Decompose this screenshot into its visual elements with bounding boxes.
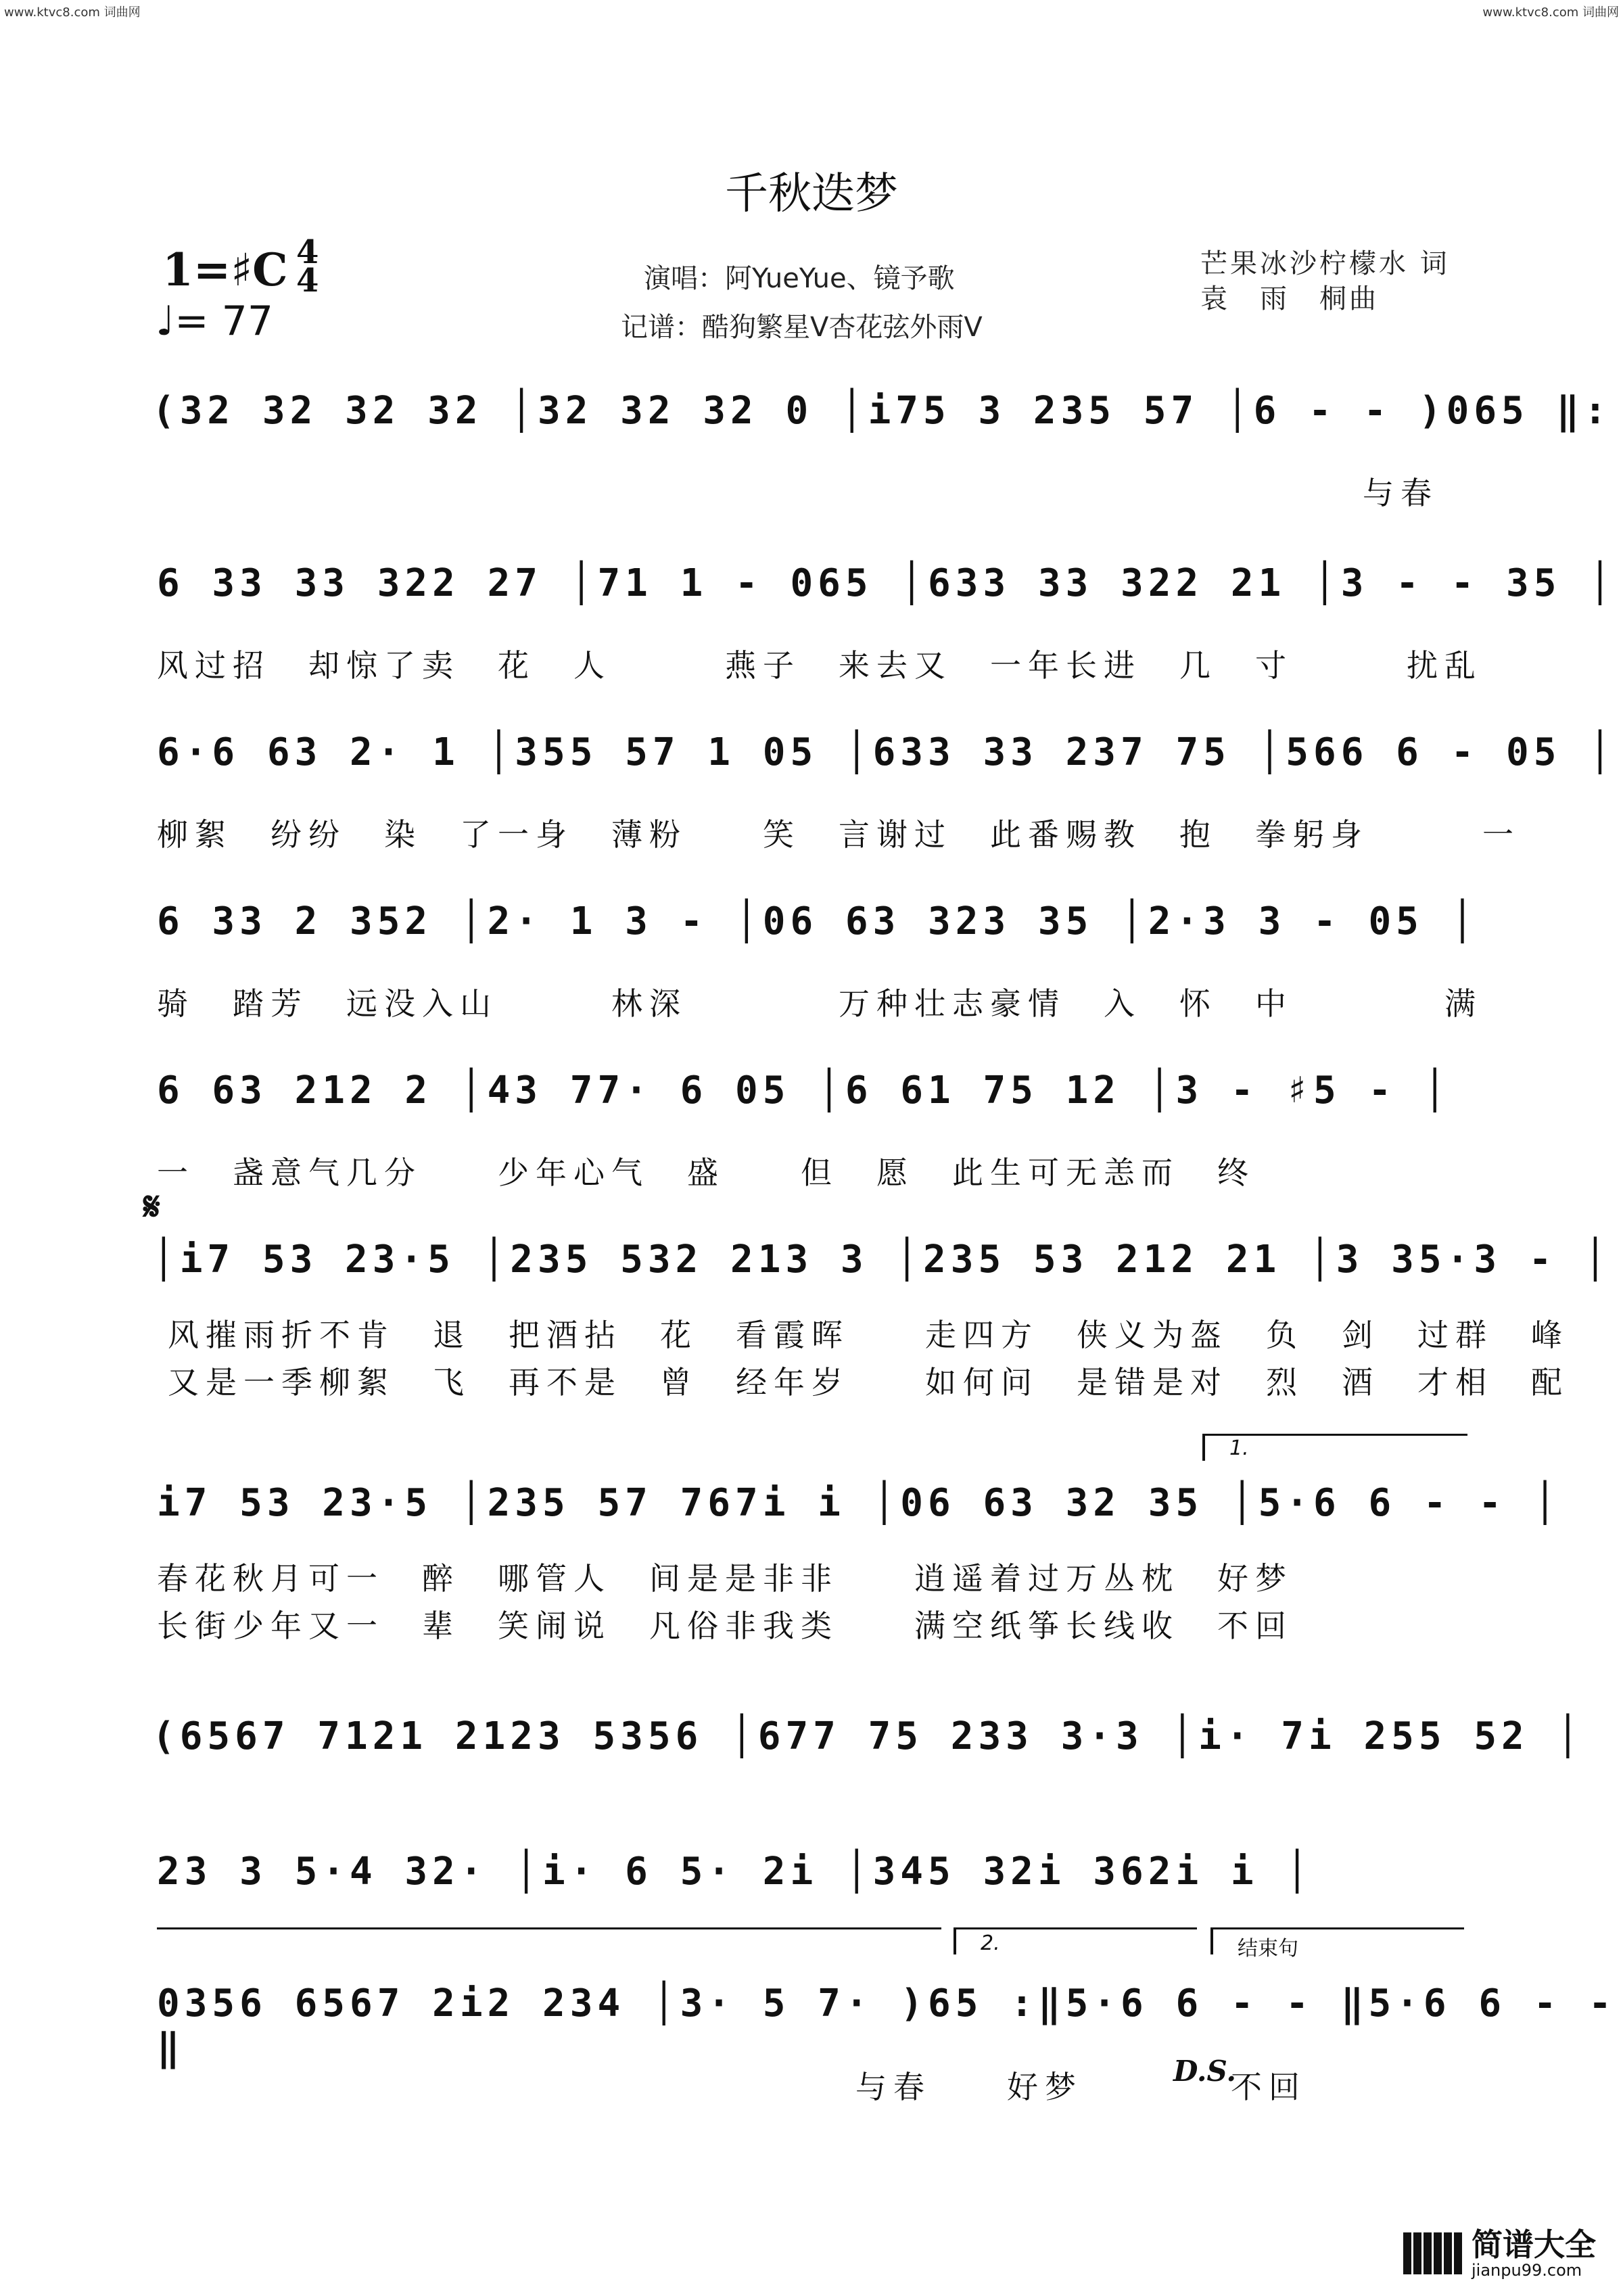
volta-2-label: 2. xyxy=(981,1931,1000,1955)
site-logo xyxy=(1403,2228,1596,2279)
tempo: ♩= 77 xyxy=(156,298,273,345)
notes: i7 53 23·5 │235 57 767i i │06 63 32 35 │5·6 6 - - │ xyxy=(157,1481,1561,1525)
notes: 0356 6567 2i2 234 │3· 5 7· )65 :‖5·6 6 - - ‖5·6 6 - - ‖ xyxy=(157,1982,1616,2069)
piano-icon xyxy=(1403,2232,1462,2274)
notes: 23 3 5·4 32· │i· 6 5· 2i │345 32i 362i i │ xyxy=(157,1850,1314,1894)
lyric-tail: 与春 xyxy=(1363,475,1438,511)
lyric-verse-1: 风摧雨折不肯 退 把酒拈 花 看霞晖 走四方 侠义为盔 负 剑 过群 峰 xyxy=(168,1317,1569,1353)
ending-hook xyxy=(1210,1927,1213,1954)
ending-label: 结束句 xyxy=(1238,1937,1298,1961)
repeat-bracket xyxy=(157,1927,941,1929)
volta-1-label: 1. xyxy=(1229,1436,1249,1460)
notes: (6567 7121 2123 5356 │677 75 233 3·3 │i· 7i 255 52 │ xyxy=(152,1714,1584,1758)
lyric: 与春 好梦 xyxy=(855,2069,1083,2105)
volta-1-bracket xyxy=(1202,1434,1467,1436)
notes: 6 33 2 352 │2· 1 3 - │06 63 323 35 │2·3 3 - 05 │ xyxy=(157,899,1479,943)
ds-marker: D.S. xyxy=(1173,2055,1237,2088)
time-signature xyxy=(296,233,319,300)
segno-sign: 𝄋 xyxy=(143,1184,160,1229)
volta-2-bracket xyxy=(954,1927,1197,1929)
notes: │i7 53 23·5 │235 532 213 3 │235 53 212 21 │3 35·3 - │ xyxy=(152,1238,1612,1282)
site-header-left: www.ktvc8.com 词曲网 xyxy=(4,5,141,20)
lyric-verse-1: 春花秋月可一 醉 哪管人 间是是非非 逍遥着过万丛枕 好梦 xyxy=(157,1560,1293,1597)
volta-2-hook xyxy=(954,1927,956,1954)
ending-bracket xyxy=(1210,1927,1464,1929)
site-header-right: www.ktvc8.com 词曲网 xyxy=(1482,5,1619,20)
time-bottom: 4 xyxy=(296,262,319,300)
lyric-verse-2: 又是一季柳絮 飞 再不是 曾 经年岁 如何问 是错是对 烈 酒 才相 配 xyxy=(168,1364,1569,1401)
lyric-tail: 不回 xyxy=(1231,2069,1307,2105)
lyric: 柳絮 纷纷 染 了一身 薄粉 笑 言谢过 此番赐教 抱 拳躬身 一 xyxy=(157,816,1520,853)
notes: 6 63 212 2 │43 77· 6 05 │6 61 75 12 │3 - ♯5 - │ xyxy=(157,1069,1451,1112)
notes: 6·6 63 2· 1 │355 57 1 05 │633 33 237 75 │566 6 - 05 │ xyxy=(157,730,1616,774)
key-signature: 1=♯C xyxy=(162,243,288,296)
logo-url: jianpu99.com xyxy=(1472,2261,1582,2280)
singers: 演唱：阿YueYue、镜予歌 xyxy=(644,263,955,294)
time-top: 4 xyxy=(296,233,319,271)
song-title: 千秋迭梦 xyxy=(725,169,898,219)
lyric: 一 盏意气几分 少年心气 盛 但 愿 此生可无恙而 终 xyxy=(157,1154,1255,1191)
lyricist: 芒果冰沙柠檬水 词 xyxy=(1200,248,1450,279)
notes: (32 32 32 32 │32 32 32 0 │i75 3 235 57 │6 - - )065 ‖: xyxy=(152,389,1612,433)
composer: 袁 雨 桐曲 xyxy=(1200,283,1379,314)
transcriber: 记谱：酷狗繁星V杏花弦外雨V xyxy=(621,312,983,343)
lyric-verse-2: 长街少年又一 辈 笑闹说 凡俗非我类 满空纸筝长线收 不回 xyxy=(157,1608,1293,1644)
notes: 6 33 33 322 27 │71 1 - 065 │633 33 322 21 │3 - - 35 │ xyxy=(157,561,1616,605)
lyric: 风过招 却惊了卖 花 人 燕子 来去又 一年长进 几 寸 扰乱 xyxy=(157,647,1482,684)
logo-name: 简谱大全 xyxy=(1472,2226,1596,2263)
volta-1-hook xyxy=(1202,1434,1205,1461)
lyric: 骑 踏芳 远没入山 林深 万种壮志豪情 入 怀 中 满 xyxy=(157,985,1482,1022)
